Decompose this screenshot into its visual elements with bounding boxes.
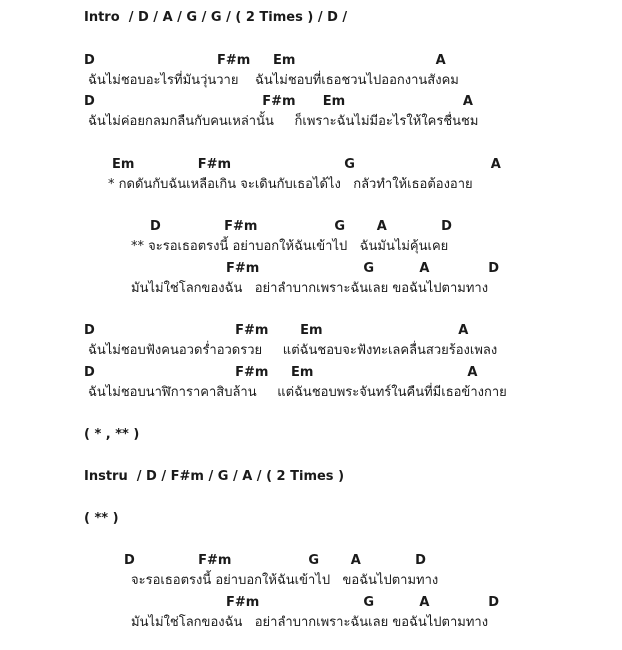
lyric-line: มันไม่ใช่โลกของฉัน อย่าลำบากเพราะฉันเลย ขอฉันไปตามทาง — [131, 281, 489, 296]
repeat-marker: ( ** ) — [84, 511, 119, 526]
chord-line: D F#m G A D — [150, 219, 452, 234]
intro-line: Intro / D / A / G / G / ( 2 Times ) / D / — [84, 10, 348, 25]
chord-line: D F#m Em A — [84, 94, 473, 109]
lyric-line: ** จะรอเธอตรงนี้ อย่าบอกให้ฉันเข้าไป ฉันมันไม่คุ้นเคย — [131, 239, 449, 254]
repeat-marker: ( * , ** ) — [84, 427, 140, 442]
lyric-line: ฉันไม่ค่อยกลมกลืนกับคนเหล่านั้น ก็เพราะฉันไม่มีอะไรให้ใครชื่นชม — [88, 114, 479, 129]
chord-line: D F#m Em A — [84, 323, 469, 338]
lyric-line: * กดดันกับฉันเหลือเกิน จะเดินกับเธอได้ไง กลัวทำให้เธอต้องอาย — [108, 177, 473, 192]
chord-line: D F#m Em A — [84, 365, 478, 380]
chord-line: D F#m Em A — [84, 53, 446, 68]
lyric-line: มันไม่ใช่โลกของฉัน อย่าลำบากเพราะฉันเลย ขอฉันไปตามทาง — [131, 615, 489, 630]
lyric-line: จะรอเธอตรงนี้ อย่าบอกให้ฉันเข้าไป ขอฉันไปตามทาง — [131, 573, 439, 588]
lyric-line: ฉันไม่ชอบนาฬิการาคาสิบล้าน แต่ฉันชอบพระจันทร์ในคืนที่มีเธอข้างกาย — [88, 385, 507, 400]
instru-line: Instru / D / F#m / G / A / ( 2 Times ) — [84, 469, 345, 484]
lyric-line: ฉันไม่ชอบฟังคนอวดร่ำอวดรวย แต่ฉันชอบจะฟังทะเลคลื่นสวยร้องเพลง — [88, 343, 498, 358]
chord-line: D F#m G A D — [124, 553, 426, 568]
chord-line: F#m G A D — [226, 595, 500, 610]
chord-line: Em F#m G A — [112, 157, 501, 172]
lyric-line: ฉันไม่ชอบอะไรที่มันวุ่นวาย ฉันไม่ชอบที่เธอชวนไปออกงานสังคม — [88, 73, 459, 88]
chord-line: F#m G A D — [226, 261, 500, 276]
